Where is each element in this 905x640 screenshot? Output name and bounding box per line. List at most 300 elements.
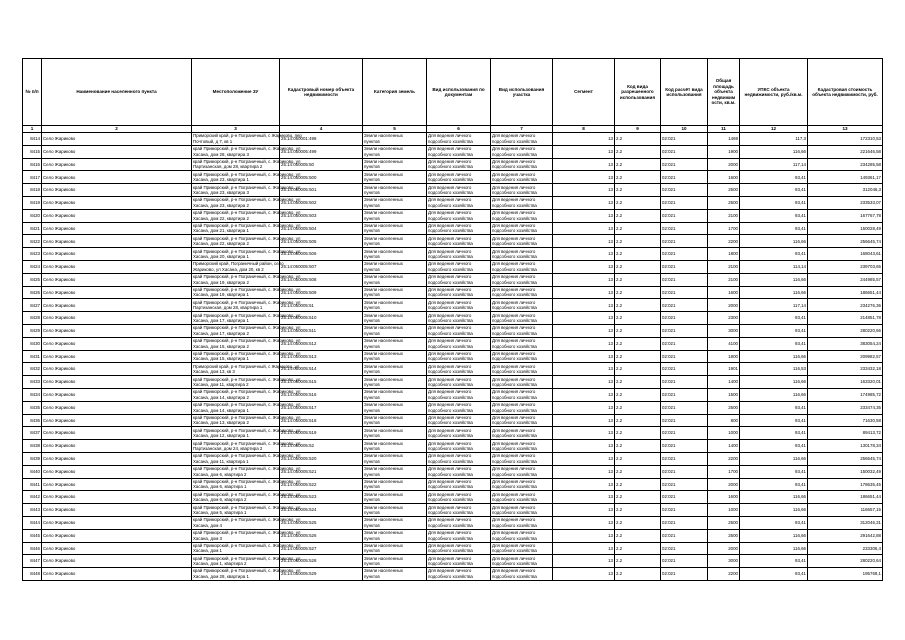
row-number: 8428 xyxy=(23,312,42,325)
land-category-cell xyxy=(363,516,427,529)
land-category-cell-line: пунктов xyxy=(364,420,380,426)
cadastral-cost-cell: 239703,65 xyxy=(808,260,883,273)
land-category-cell xyxy=(363,440,427,453)
land-category-cell-line: Земли населенных xyxy=(364,568,403,574)
documented-use-cell-line: подсобного хозяйства xyxy=(428,446,473,452)
area-cell: 2000 xyxy=(708,542,740,555)
upks-cell: 93,41 xyxy=(740,184,808,197)
documented-use-cell-line: Для ведения личного xyxy=(428,542,472,548)
cadastral-cost-cell: 280220,64 xyxy=(808,555,883,568)
documented-use-cell-line: подсобного хозяйства xyxy=(428,202,473,208)
location-cell-line: Хасана, дом 28, квартира 3 xyxy=(193,151,249,157)
plot-use-cell-line: подсобного хозяйства xyxy=(492,522,537,528)
plot-use-cell-line: подсобного хозяйства xyxy=(492,215,537,221)
land-category-cell-line: Земли населенных xyxy=(364,133,403,139)
documented-use-cell xyxy=(427,324,491,337)
cadastral-number-cell: 25:14:050005:523 xyxy=(280,491,363,504)
land-category-cell-line: пунктов xyxy=(364,305,380,311)
land-category-cell-line: пунктов xyxy=(364,164,380,170)
row-number: 8436 xyxy=(23,414,42,427)
documented-use-cell-line: подсобного хозяйства xyxy=(428,177,473,183)
calc-code-cell: 02:021 xyxy=(661,452,708,465)
land-category-cell xyxy=(363,414,427,427)
settlement-name-cell: Село Жариково xyxy=(42,568,192,581)
calc-code-cell: 02:021 xyxy=(661,529,708,542)
row-number: 8448 xyxy=(23,568,42,581)
documented-use-cell xyxy=(427,260,491,273)
plot-use-cell-line: Для ведения личного xyxy=(492,261,536,267)
column-number: 10 xyxy=(661,126,708,133)
documented-use-cell-line: Для ведения личного xyxy=(428,478,472,484)
area-cell: 2100 xyxy=(708,260,740,273)
row-number: 8440 xyxy=(23,465,42,478)
use-code-cell: 2.2 xyxy=(615,555,661,568)
land-category-cell xyxy=(363,542,427,555)
cadastral-number-cell: 25:14:050005:504 xyxy=(280,222,363,235)
land-category-cell xyxy=(363,491,427,504)
upks-cell: 116,66 xyxy=(740,491,808,504)
plot-use-cell xyxy=(491,376,553,389)
plot-use-cell xyxy=(491,133,553,146)
use-code-cell: 2.2 xyxy=(615,529,661,542)
documented-use-cell-line: подсобного хозяйства xyxy=(428,215,473,221)
plot-use-cell-line: Для ведения личного xyxy=(492,222,536,228)
documented-use-cell xyxy=(427,196,491,209)
settlement-name-cell: Село Жариково xyxy=(42,324,192,337)
upks-cell: 114,14 xyxy=(740,260,808,273)
upks-cell: 93,41 xyxy=(740,478,808,491)
location-cell-line: Хасана, дом 11, квартира 1 xyxy=(193,458,249,464)
location-cell-line: край Приморский, р-н Пограничный, с. Жариково, ул xyxy=(193,453,301,459)
settlement-name-cell: Село Жариково xyxy=(42,312,192,325)
calc-code-cell: 02:021 xyxy=(661,376,708,389)
cadastral-cost-cell: 150032,49 xyxy=(808,465,883,478)
area-cell: 2000 xyxy=(708,299,740,312)
documented-use-cell-line: Для ведения личного xyxy=(428,414,472,420)
settlement-name-cell: Село Жариково xyxy=(42,171,192,184)
calc-code-cell: 02:021 xyxy=(661,235,708,248)
cadastral-cost-cell: 234276,36 xyxy=(808,299,883,312)
plot-use-cell-line: подсобного хозяйства xyxy=(492,164,537,170)
use-code-cell: 2.2 xyxy=(615,196,661,209)
settlement-name-cell: Село Жариково xyxy=(42,465,192,478)
segment-cell: 13 xyxy=(553,248,615,261)
calc-code-cell: 02:021 xyxy=(661,248,708,261)
area-cell: 1900 xyxy=(708,145,740,158)
use-code-cell: 2.2 xyxy=(615,209,661,222)
documented-use-cell xyxy=(427,504,491,517)
area-cell: 2100 xyxy=(708,273,740,286)
cadastral-number-cell: 25:14:050005:505 xyxy=(280,235,363,248)
plot-use-cell-line: подсобного хозяйства xyxy=(492,330,537,336)
segment-cell: 13 xyxy=(553,158,615,171)
settlement-name-cell: Село Жариково xyxy=(42,504,192,517)
calc-code-cell: 02:021 xyxy=(661,324,708,337)
calc-code-cell: 02:021 xyxy=(661,184,708,197)
column-number: 8 xyxy=(553,126,615,133)
plot-use-cell-line: подсобного хозяйства xyxy=(492,343,537,349)
location-cell-line: край Приморский, р-н Пограничный, с. Жариково, ул xyxy=(193,325,301,331)
location-cell-line: край Приморский, р-н Пограничный, с. Жариково, ул xyxy=(193,222,301,228)
upks-cell: 93,41 xyxy=(740,222,808,235)
location-cell-line: Хасана, дом 6, квартира 2 xyxy=(193,497,247,503)
cadastral-number-cell: 25:14:050005:507 xyxy=(280,260,363,273)
cadastral-cost-cell: 195769,1 xyxy=(808,568,883,581)
area-cell: 1000 xyxy=(708,427,740,440)
land-category-cell-line: Земли населенных xyxy=(364,274,403,280)
calc-code-cell: 02:021 xyxy=(661,555,708,568)
plot-use-cell-line: Для ведения личного xyxy=(492,286,536,292)
segment-cell: 13 xyxy=(553,555,615,568)
documented-use-cell xyxy=(427,427,491,440)
header-cell: Кадастровый номер объекта недвижимости xyxy=(280,59,363,126)
documented-use-cell xyxy=(427,248,491,261)
area-cell: 2500 xyxy=(708,529,740,542)
location-cell-line: Хасана, дом 14, квартира 1 xyxy=(193,407,249,413)
row-number: 8429 xyxy=(23,324,42,337)
segment-cell: 13 xyxy=(553,324,615,337)
documented-use-cell-line: подсобного хозяйства xyxy=(428,394,473,400)
documented-use-cell xyxy=(427,171,491,184)
row-number: 8415 xyxy=(23,145,42,158)
documented-use-cell-line: Для ведения личного xyxy=(428,299,472,305)
upks-cell: 93,41 xyxy=(740,209,808,222)
use-code-cell: 2.2 xyxy=(615,299,661,312)
plot-use-cell xyxy=(491,478,553,491)
area-cell: 1400 xyxy=(708,440,740,453)
documented-use-cell-line: подсобного хозяйства xyxy=(428,535,473,541)
land-category-cell-line: Земли населенных xyxy=(364,440,403,446)
segment-cell: 13 xyxy=(553,440,615,453)
plot-use-cell-line: подсобного хозяйства xyxy=(492,407,537,413)
plot-use-cell xyxy=(491,452,553,465)
land-category-cell-line: Земли населенных xyxy=(364,363,403,369)
row-number: 8443 xyxy=(23,504,42,517)
documented-use-cell xyxy=(427,133,491,146)
plot-use-cell-line: подсобного хозяйства xyxy=(492,190,537,196)
upks-cell: 116,66 xyxy=(740,529,808,542)
cadastral-number-cell: 25:14:050001:498 xyxy=(280,133,363,146)
upks-cell: 116,66 xyxy=(740,273,808,286)
settlement-name-cell: Село Жариково xyxy=(42,196,192,209)
plot-use-cell-line: Для ведения личного xyxy=(492,338,536,344)
area-cell: 2000 xyxy=(708,478,740,491)
land-category-cell-line: Земли населенных xyxy=(364,171,403,177)
land-category-cell-line: Земли населенных xyxy=(364,491,403,497)
land-category-cell-line: Земли населенных xyxy=(364,427,403,433)
table-row xyxy=(23,414,883,427)
upks-cell: 93,41 xyxy=(740,324,808,337)
location-cell-line: край Приморский, р-н Пограничный, с. Жариково, ул xyxy=(193,274,301,280)
location-cell-line: Хасана, дом 3 xyxy=(193,535,222,541)
documented-use-cell-line: подсобного хозяйства xyxy=(428,382,473,388)
documented-use-cell-line: подсобного хозяйства xyxy=(428,330,473,336)
cadastral-cost-cell: 168043,61 xyxy=(808,248,883,261)
cadastral-cost-cell: 186651,44 xyxy=(808,286,883,299)
plot-use-cell-line: подсобного хозяйства xyxy=(492,471,537,477)
land-category-cell-line: пунктов xyxy=(364,382,380,388)
plot-use-cell xyxy=(491,248,553,261)
cadastral-cost-cell: 312046,31 xyxy=(808,516,883,529)
settlement-name-cell: Село Жариково xyxy=(42,158,192,171)
calc-code-cell: 02:021 xyxy=(661,478,708,491)
documented-use-cell xyxy=(427,376,491,389)
land-category-cell xyxy=(363,312,427,325)
plot-use-cell xyxy=(491,324,553,337)
cadastral-cost-cell: 167767,78 xyxy=(808,209,883,222)
table-row xyxy=(23,171,883,184)
location-cell-line: край Приморский, р-н Пограничный, с. Жариково, ул xyxy=(193,248,301,254)
land-category-cell-line: Земли населенных xyxy=(364,517,403,523)
plot-use-cell-line: подсобного хозяйства xyxy=(492,369,537,375)
documented-use-cell-line: Для ведения личного xyxy=(428,248,472,254)
use-code-cell: 2.2 xyxy=(615,516,661,529)
land-category-cell xyxy=(363,337,427,350)
settlement-name-cell: Село Жариково xyxy=(42,376,192,389)
documented-use-cell xyxy=(427,337,491,350)
cadastral-number-cell: 25:14:050005:500 xyxy=(280,171,363,184)
table-row xyxy=(23,158,883,171)
plot-use-cell-line: подсобного хозяйства xyxy=(492,497,537,503)
documented-use-cell-line: подсобного хозяйства xyxy=(428,548,473,554)
plot-use-cell-line: подсобного хозяйства xyxy=(492,318,537,324)
cadastral-number-cell: 25:14:050005:514 xyxy=(280,363,363,376)
documented-use-cell-line: подсобного хозяйства xyxy=(428,190,473,196)
location-cell-line: Хасана, дом 11, квартира 2 xyxy=(193,382,249,388)
upks-cell: 116,66 xyxy=(740,376,808,389)
cadastral-cost-cell: 178635,45 xyxy=(808,478,883,491)
table-row xyxy=(23,286,883,299)
plot-use-cell-line: подсобного хозяйства xyxy=(492,356,537,362)
settlement-name-cell: Село Жариково xyxy=(42,478,192,491)
segment-cell: 13 xyxy=(553,171,615,184)
area-cell: 1600 xyxy=(708,491,740,504)
settlement-name-cell: Село Жариково xyxy=(42,555,192,568)
plot-use-cell-line: Для ведения личного xyxy=(492,350,536,356)
row-number: 8432 xyxy=(23,363,42,376)
plot-use-cell xyxy=(491,273,553,286)
plot-use-cell-line: подсобного хозяйства xyxy=(492,151,537,157)
upks-cell: 117,3 xyxy=(740,133,808,146)
plot-use-cell xyxy=(491,209,553,222)
documented-use-cell xyxy=(427,388,491,401)
table-row xyxy=(23,273,883,286)
documented-use-cell-line: Для ведения личного xyxy=(428,210,472,216)
calc-code-cell: 02:021 xyxy=(661,209,708,222)
cadastral-number-cell: 25:14:050005:510 xyxy=(280,312,363,325)
plot-use-cell-line: Для ведения личного xyxy=(492,504,536,510)
area-cell: 2100 xyxy=(708,209,740,222)
column-number: 1 xyxy=(23,126,42,133)
settlement-name-cell: Село Жариково xyxy=(42,299,192,312)
row-number: 8427 xyxy=(23,299,42,312)
use-code-cell: 2.2 xyxy=(615,363,661,376)
land-category-cell-line: Земли населенных xyxy=(364,210,403,216)
location-cell-line: край Приморский, р-н Пограничный, с. Жариково, ул xyxy=(193,555,301,561)
land-category-cell xyxy=(363,145,427,158)
location-cell-line: край Приморский, р-н Пограничный, с. Жариково, ул xyxy=(193,466,301,472)
plot-use-cell-line: подсобного хозяйства xyxy=(492,241,537,247)
table-row xyxy=(23,376,883,389)
column-number: 4 xyxy=(280,126,363,133)
settlement-name-cell: Село Жариково xyxy=(42,401,192,414)
cadastral-number-cell: 25:14:050005:524 xyxy=(280,504,363,517)
documented-use-cell-line: подсобного хозяйства xyxy=(428,279,473,285)
location-cell-line: край Приморский, р-н Пограничный, с. Жариково, ул xyxy=(193,376,301,382)
documented-use-cell-line: Для ведения личного xyxy=(428,440,472,446)
plot-use-cell xyxy=(491,235,553,248)
row-number: 8422 xyxy=(23,235,42,248)
cadastral-cost-cell: 383054,24 xyxy=(808,337,883,350)
land-category-cell-line: Земли населенных xyxy=(364,350,403,356)
land-category-cell-line: пунктов xyxy=(364,190,380,196)
upks-cell: 116,66 xyxy=(740,350,808,363)
row-number: 8430 xyxy=(23,337,42,350)
upks-cell: 93,41 xyxy=(740,414,808,427)
segment-cell: 13 xyxy=(553,235,615,248)
plot-use-cell xyxy=(491,350,553,363)
documented-use-cell-line: подсобного хозяйства xyxy=(428,138,473,144)
land-category-cell-line: пунктов xyxy=(364,446,380,452)
table-row xyxy=(23,184,883,197)
plot-use-cell-line: подсобного хозяйства xyxy=(492,228,537,234)
cadastral-number-cell: 25:14:050005:511 xyxy=(280,324,363,337)
land-category-cell-line: пунктов xyxy=(364,433,380,439)
location-cell-line: Хасана, дом 19, квартира 1 xyxy=(193,292,249,298)
documented-use-cell-line: подсобного хозяйства xyxy=(428,573,473,579)
cadastral-number-cell: 25:14:050005:520 xyxy=(280,452,363,465)
calc-code-cell: 02:021 xyxy=(661,440,708,453)
documented-use-cell-line: подсобного хозяйства xyxy=(428,497,473,503)
table-row xyxy=(23,248,883,261)
documented-use-cell-line: Для ведения личного xyxy=(428,146,472,152)
land-category-cell-line: пунктов xyxy=(364,343,380,349)
plot-use-cell-line: подсобного хозяйства xyxy=(492,548,537,554)
plot-use-cell xyxy=(491,312,553,325)
plot-use-cell-line: подсобного хозяйства xyxy=(492,458,537,464)
location-cell-line: Хасана, дом 1 xyxy=(193,548,222,554)
documented-use-cell xyxy=(427,568,491,581)
land-category-cell-line: Земли населенных xyxy=(364,197,403,203)
land-category-cell-line: Земли населенных xyxy=(364,555,403,561)
location-cell-line: Хасана, дом 6, квартира 1 xyxy=(193,484,247,490)
location-cell-line: Хасана, дом 4 xyxy=(193,522,222,528)
calc-code-cell: 02:021 xyxy=(661,222,708,235)
land-category-cell xyxy=(363,235,427,248)
calc-code-cell: 02:021 xyxy=(661,504,708,517)
documented-use-cell xyxy=(427,235,491,248)
segment-cell: 13 xyxy=(553,401,615,414)
documented-use-cell-line: Для ведения личного xyxy=(428,261,472,267)
documented-use-cell-line: Для ведения личного xyxy=(428,197,472,203)
row-number: 8417 xyxy=(23,171,42,184)
cadastral-cost-cell: 256645,74 xyxy=(808,452,883,465)
documented-use-cell xyxy=(427,542,491,555)
settlement-name-cell: Село Жариково xyxy=(42,184,192,197)
land-category-cell-line: пунктов xyxy=(364,151,380,157)
plot-use-cell xyxy=(491,145,553,158)
cadastral-number-cell: 25:14:050005:529 xyxy=(280,568,363,581)
use-code-cell: 2.2 xyxy=(615,184,661,197)
plot-use-cell-line: подсобного хозяйства xyxy=(492,394,537,400)
segment-cell: 13 xyxy=(553,299,615,312)
documented-use-cell-line: Для ведения личного xyxy=(428,286,472,292)
area-cell: 3000 xyxy=(708,324,740,337)
plot-use-cell-line: Для ведения личного xyxy=(492,235,536,241)
plot-use-cell-line: Для ведения личного xyxy=(492,402,536,408)
use-code-cell: 2.2 xyxy=(615,145,661,158)
location-cell-line: Хасана, дом 14, квартира 2 xyxy=(193,394,249,400)
land-category-cell-line: пунктов xyxy=(364,573,380,579)
documented-use-cell-line: Для ведения личного xyxy=(428,389,472,395)
cadastral-number-cell: 25:14:050005:512 xyxy=(280,337,363,350)
settlement-name-cell: Село Жариково xyxy=(42,273,192,286)
area-cell: 1800 xyxy=(708,248,740,261)
upks-cell: 93,41 xyxy=(740,440,808,453)
documented-use-cell-line: Для ведения личного xyxy=(428,491,472,497)
land-category-cell xyxy=(363,478,427,491)
documented-use-cell-line: Для ведения личного xyxy=(428,158,472,164)
location-cell-line: Хасана, дом 15, квартира 1 xyxy=(193,356,249,362)
segment-cell: 13 xyxy=(553,184,615,197)
segment-cell: 13 xyxy=(553,452,615,465)
plot-use-cell xyxy=(491,363,553,376)
location-cell-line: Партизанская, дом 28, квартира 2 xyxy=(193,164,263,170)
location-cell-line: край Приморский, р-н Пограничный, с. Жариково, ул xyxy=(193,389,301,395)
land-category-cell-line: Земли населенных xyxy=(364,376,403,382)
segment-cell: 13 xyxy=(553,465,615,478)
area-cell: 1600 xyxy=(708,286,740,299)
land-category-cell-line: Земли населенных xyxy=(364,453,403,459)
plot-use-cell-line: Для ведения личного xyxy=(492,491,536,497)
settlement-name-cell: Село Жариково xyxy=(42,222,192,235)
area-cell: 2500 xyxy=(708,184,740,197)
documented-use-cell-line: Для ведения личного xyxy=(428,402,472,408)
land-category-cell-line: пунктов xyxy=(364,266,380,272)
row-number: 8431 xyxy=(23,350,42,363)
table-row xyxy=(23,529,883,542)
table-row xyxy=(23,350,883,363)
documented-use-cell-line: Для ведения личного xyxy=(428,171,472,177)
location-cell-line: Хасана, дом 13, кв 3 xyxy=(193,369,235,375)
settlement-name-cell: Село Жариково xyxy=(42,516,192,529)
location-cell-line: Хасана, дом 22, квартира 2 xyxy=(193,241,249,247)
documented-use-cell-line: Для ведения личного xyxy=(428,184,472,190)
area-cell: 1500 xyxy=(708,388,740,401)
row-number: 8442 xyxy=(23,491,42,504)
land-category-cell xyxy=(363,286,427,299)
cadastral-number-cell: 25:14:050005:501 xyxy=(280,184,363,197)
location-cell-line: Хасана, дом 23, квартира 2 xyxy=(193,202,249,208)
cadastral-number-cell: 25:14:050005:509 xyxy=(280,286,363,299)
table-row xyxy=(23,516,883,529)
land-category-cell xyxy=(363,260,427,273)
cadastral-number-cell: 25:14:050005:506 xyxy=(280,248,363,261)
calc-code-cell: 02:021 xyxy=(661,158,708,171)
area-cell: 1700 xyxy=(708,465,740,478)
documented-use-cell-line: Для ведения личного xyxy=(428,530,472,536)
location-cell-line: край Приморский, р-н Пограничный, с. Жариково, ул xyxy=(193,312,301,318)
upks-cell: 93,41 xyxy=(740,171,808,184)
area-cell: 2500 xyxy=(708,196,740,209)
plot-use-cell xyxy=(491,388,553,401)
land-category-cell-line: Земли населенных xyxy=(364,338,403,344)
row-number: 8444 xyxy=(23,516,42,529)
cadastral-cost-cell: 233533,07 xyxy=(808,196,883,209)
plot-use-cell-line: Для ведения личного xyxy=(492,363,536,369)
location-cell-line: край Приморский, р-н Пограничный, с. Жариково, ул xyxy=(193,197,301,203)
documented-use-cell-line: Для ведения личного xyxy=(428,312,472,318)
